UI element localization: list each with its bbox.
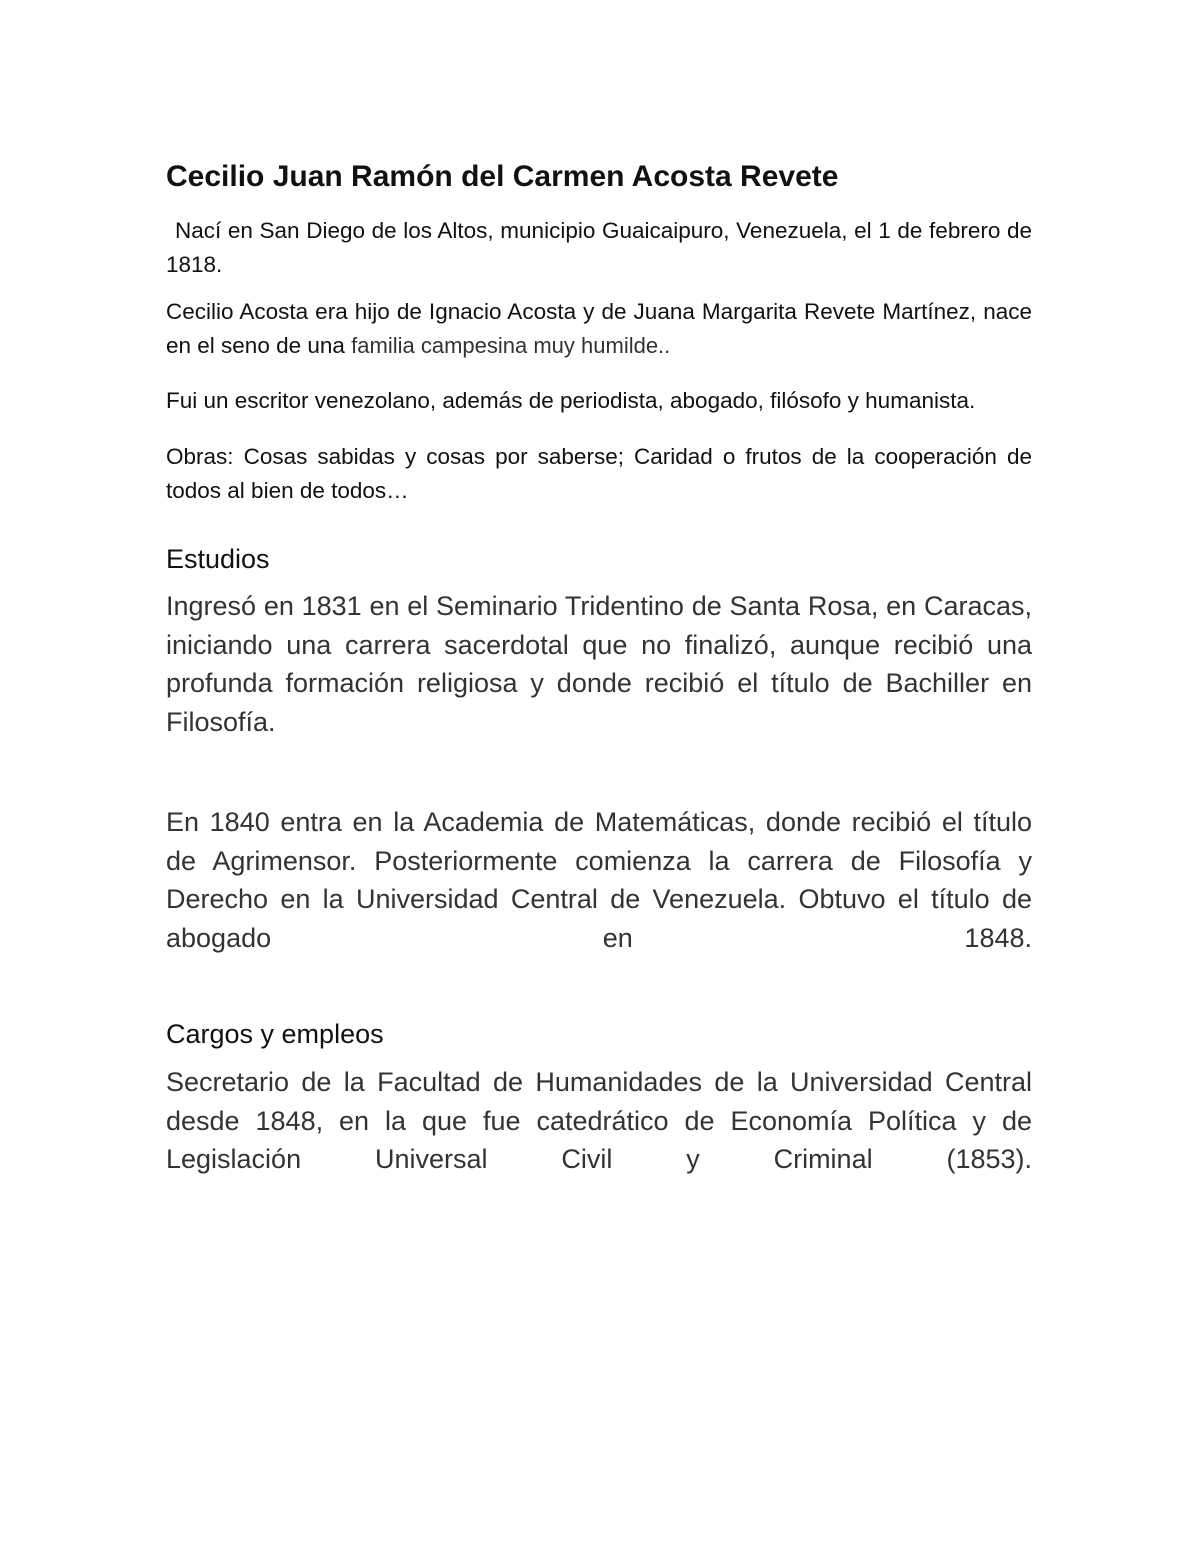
seminary-paragraph: Ingresó en 1831 en el Seminario Tridentino de Santa Rosa, en Caracas, iniciando una carrera sacerdotal que no finalizó, aunque recibió una profunda formación religiosa y donde recibió el título de Bachiller en Filosofía. (166, 591, 1032, 737)
document-body (166, 156, 1032, 1179)
profession-paragraph: Fui un escritor venezolano, además de periodista, abogado, filósofo y humanista. (166, 388, 976, 413)
parents-paragraph-accent: familia campesina muy humilde.. (351, 333, 671, 358)
studies-heading: Estudios (166, 544, 270, 574)
parents-paragraph (166, 295, 1032, 363)
parents-paragraph-text: Cecilio Acosta era hijo de Ignacio Acosta y de Juana Margarita Revete Martínez, nace en el seno de una (166, 299, 1032, 358)
academy-paragraph: En 1840 entra en la Academia de Matemáticas, donde recibió el título de Agrimensor. Posteriormente comienza la carrera de Filosofía y Derecho en la Universidad Central de Venezuela. Obtuvo el título de abogado en 1848. (166, 807, 1032, 953)
jobs-heading: Cargos y empleos (166, 1019, 384, 1049)
works-paragraph: Obras: Cosas sabidas y cosas por saberse; Caridad o frutos de la cooperación de todos al bien de todos… (166, 444, 1032, 503)
birth-paragraph: Nací en San Diego de los Altos, municipio Guaicaipuro, Venezuela, el 1 de febrero de 1818. (166, 218, 1032, 277)
secretary-paragraph: Secretario de la Facultad de Humanidades de la Universidad Central desde 1848, en la que fue catedrático de Economía Política y de Legislación Universal Civil y Criminal (1853). (166, 1067, 1032, 1174)
document-title: Cecilio Juan Ramón del Carmen Acosta Revete (166, 160, 839, 193)
